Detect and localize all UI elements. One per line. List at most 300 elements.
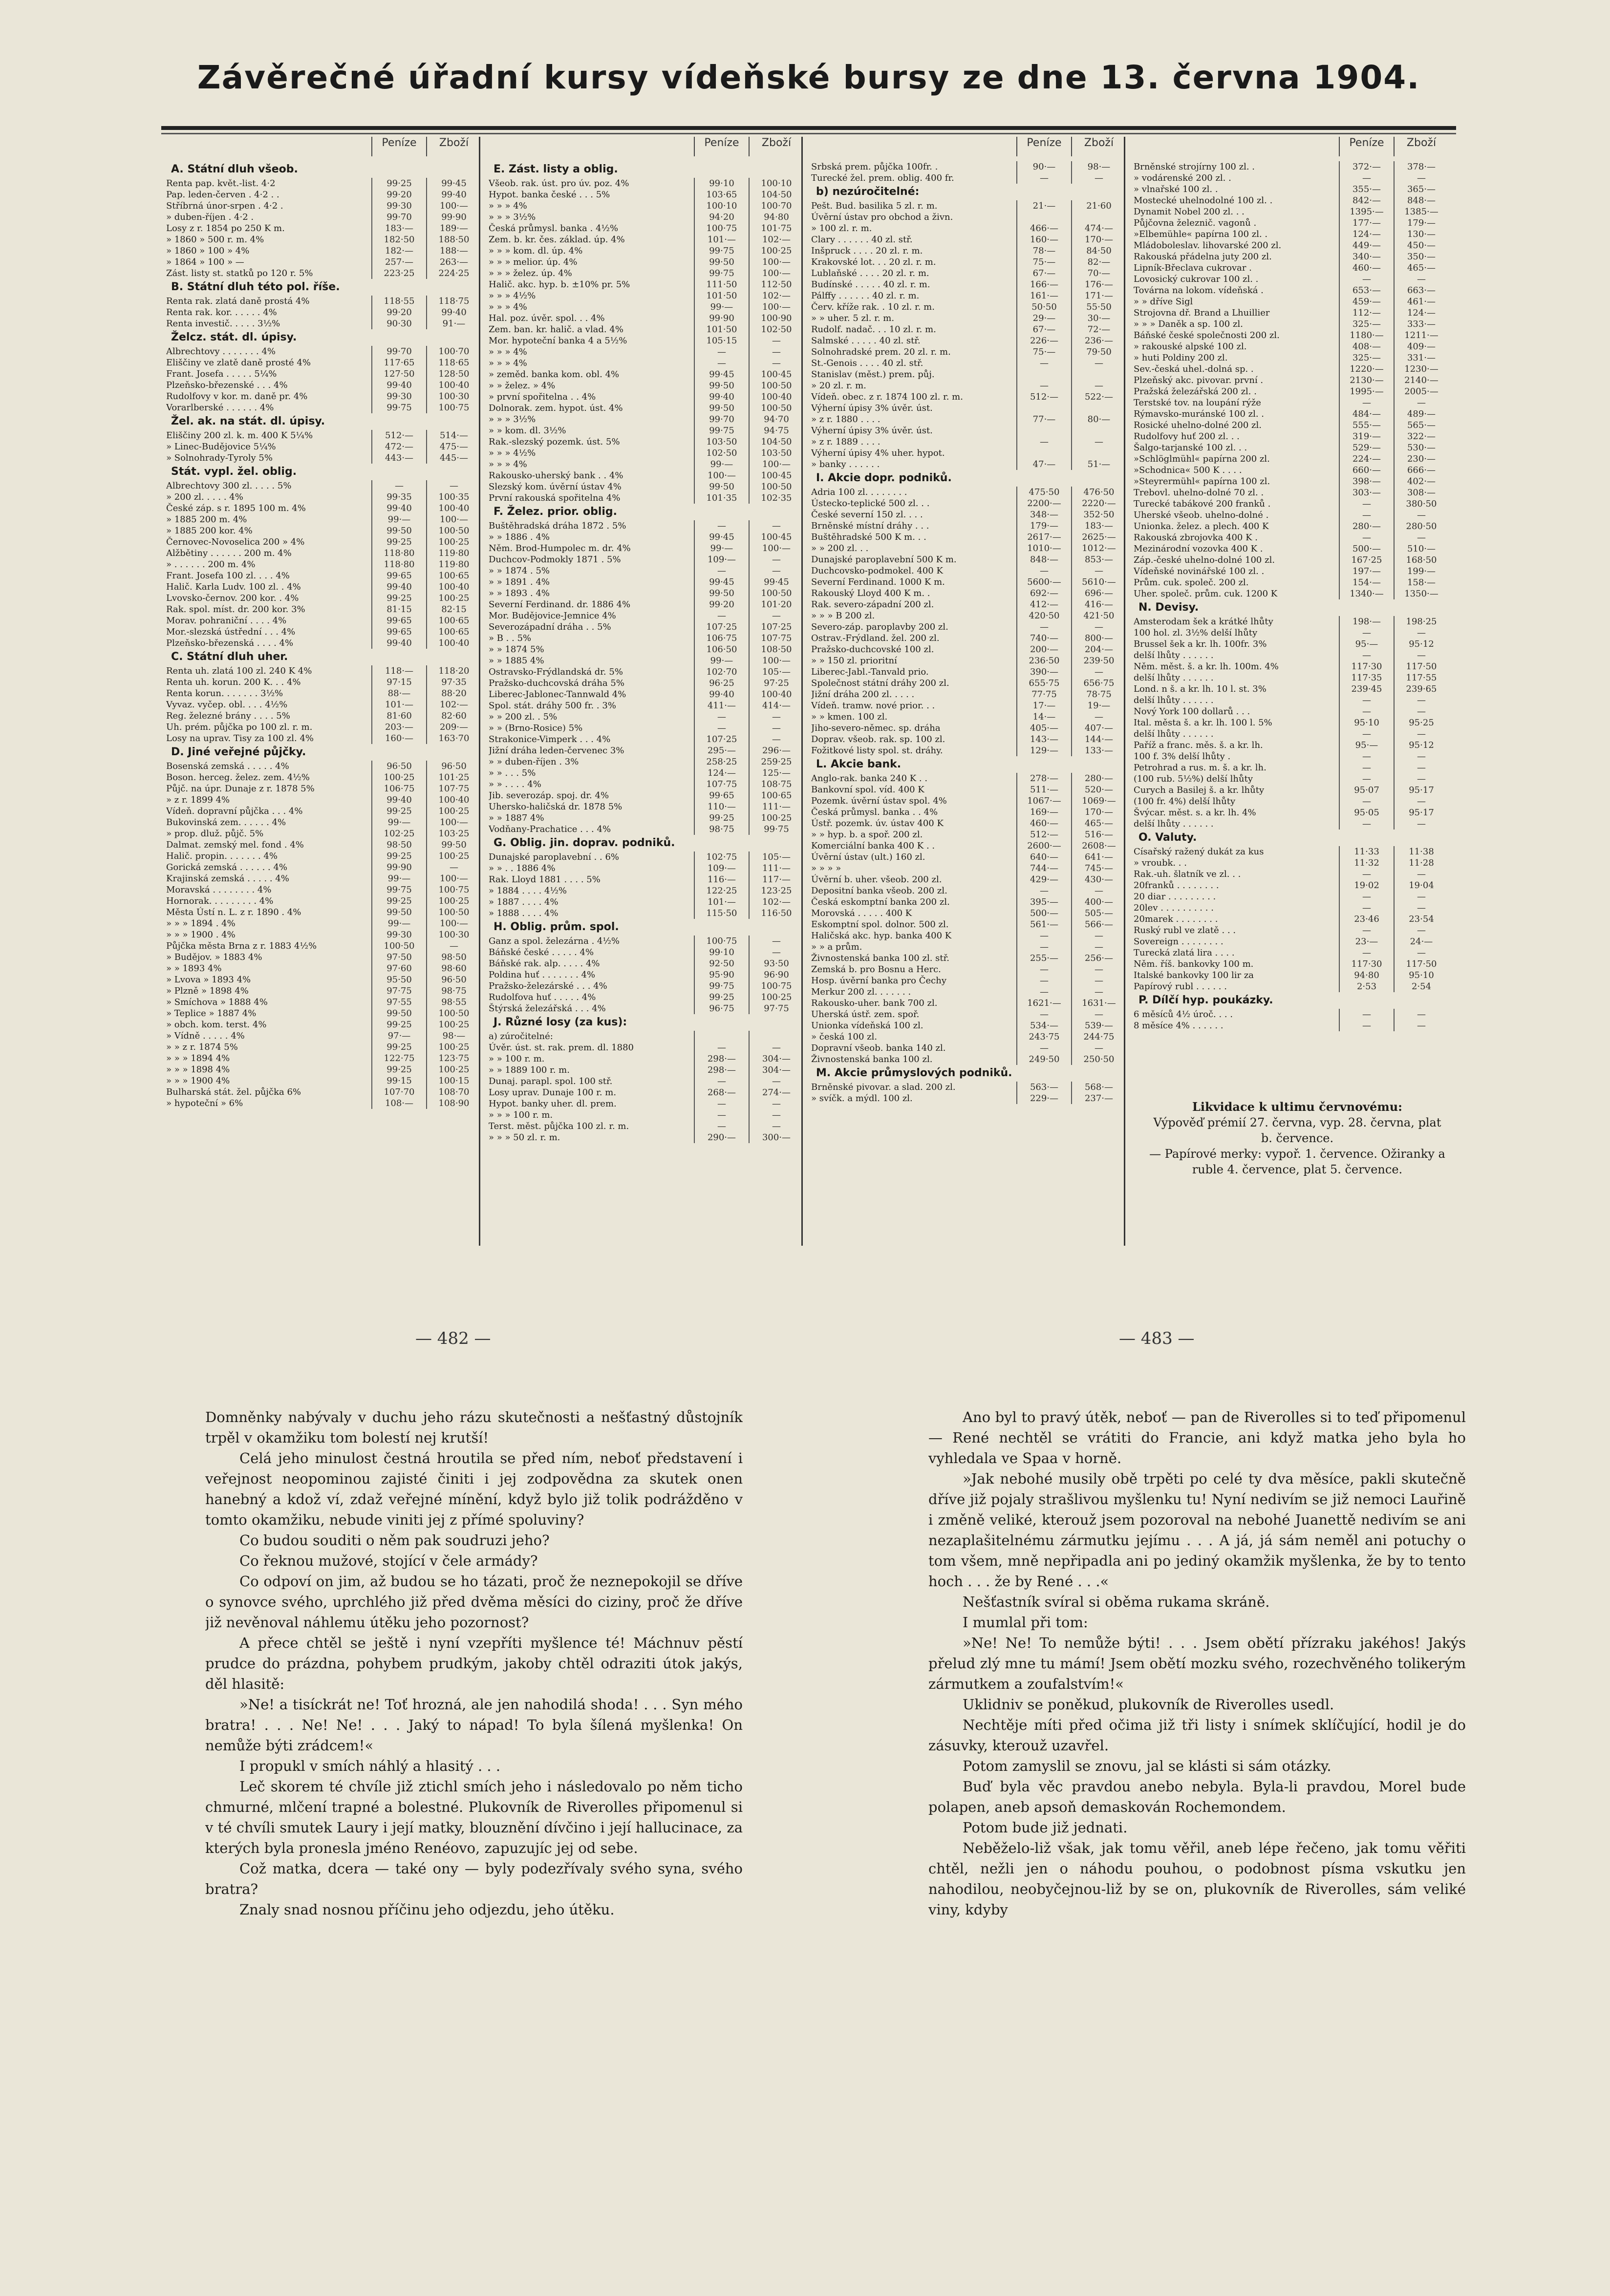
price-money: 118·—	[371, 665, 426, 677]
price-money: 102·75	[694, 851, 749, 863]
price-goods: 2608·—	[1071, 840, 1124, 851]
price-money: 106·75	[694, 633, 749, 644]
price-money: 99·—	[371, 514, 426, 525]
quote-row	[489, 851, 801, 863]
price-money: 534·—	[1016, 1020, 1071, 1031]
security-name: » » z r. 1874 5%	[166, 1042, 238, 1052]
price-goods: 124·—	[1394, 307, 1446, 319]
price-money: —	[694, 711, 749, 723]
price-money: 100·50	[371, 940, 426, 952]
quote-row	[489, 947, 801, 958]
quote-row	[811, 369, 1124, 380]
security-name: Severní Ferdinand. dr. 1886 4%	[489, 599, 631, 610]
price-money: —	[1016, 930, 1071, 941]
price-money: —	[1339, 728, 1394, 740]
quote-row	[166, 699, 479, 710]
price-money: 99·70	[371, 346, 426, 357]
price-goods: —	[1394, 891, 1446, 902]
price-goods: 99·45	[749, 576, 801, 588]
security-name: Červ. kříže rak. . 10 zl. r. m.	[811, 302, 935, 312]
header-money: Peníze	[694, 137, 749, 156]
price-goods: 100·30	[426, 391, 479, 402]
price-money: 67·—	[1016, 324, 1071, 335]
price-goods: 239·50	[1071, 655, 1124, 666]
security-name: Fožitkové listy spol. st. dráhy.	[811, 745, 943, 756]
price-money: 257·—	[371, 256, 426, 268]
price-goods: 256·—	[1071, 953, 1124, 964]
quote-row	[166, 850, 479, 862]
quote-row	[811, 851, 1124, 863]
price-goods: 117·50	[1394, 958, 1446, 970]
quote-row	[811, 745, 1124, 756]
price-money: 555·—	[1339, 420, 1394, 431]
price-goods: 198·25	[1394, 616, 1446, 627]
security-name: Duchcovsko-podmokel. 400 K	[811, 566, 943, 576]
security-name: Eskomptní spol. dolnor. 500 zl.	[811, 919, 949, 930]
price-goods: 100·70	[749, 200, 801, 212]
security-name: » hypoteční » 6%	[166, 1098, 243, 1108]
security-name: Uhersko-haličská dr. 1878 5%	[489, 802, 623, 812]
price-goods: —	[1394, 773, 1446, 785]
price-goods: 445·—	[426, 452, 479, 464]
price-goods: 414·—	[749, 700, 801, 711]
price-goods: 96·50	[426, 974, 479, 985]
page-number-left: — 482 —	[415, 1329, 491, 1348]
price-money: 99·50	[371, 525, 426, 536]
price-money: —	[1016, 975, 1071, 986]
price-goods: 199·—	[1394, 566, 1446, 577]
price-money	[1016, 212, 1071, 223]
quote-row	[166, 1086, 479, 1098]
price-money: 243·75	[1016, 1031, 1071, 1042]
price-goods: —	[1394, 818, 1446, 829]
quote-row	[811, 290, 1124, 301]
security-name: Brněnské strojírny 100 zl. .	[1134, 162, 1255, 172]
quote-row	[811, 818, 1124, 829]
price-goods: —	[1394, 902, 1446, 914]
price-money: 90·—	[1016, 161, 1071, 172]
security-name: » duben-říjen . 4·2 .	[166, 212, 254, 222]
security-name: Rak. spol. míst. dr. 200 kor. 3%	[166, 604, 305, 615]
price-goods: 100·25	[426, 895, 479, 907]
price-goods: —	[1071, 885, 1124, 896]
column-header	[694, 137, 803, 156]
price-money: 116·—	[694, 874, 749, 885]
security-name: » z r. 1889 . . . .	[811, 437, 880, 447]
price-goods: 100·—	[749, 301, 801, 313]
quote-row	[489, 610, 801, 621]
price-money: 75·—	[1016, 346, 1071, 358]
price-money: 99·75	[694, 245, 749, 256]
price-goods: —	[749, 1098, 801, 1109]
quote-row	[489, 565, 801, 576]
quote-row	[166, 839, 479, 850]
price-goods: 333·—	[1394, 319, 1446, 330]
security-name: Ostrav.-Frýdland. žel. 200 zl.	[811, 633, 940, 643]
price-goods: 183·—	[1071, 520, 1124, 531]
quote-row	[489, 1003, 801, 1014]
price-money: —	[1339, 397, 1394, 408]
price-money: 420·50	[1016, 610, 1071, 621]
price-goods: 100·65	[426, 615, 479, 626]
price-money: 101·—	[371, 699, 426, 710]
price-goods: 522·—	[1071, 391, 1124, 403]
price-goods: 1211·—	[1394, 330, 1446, 341]
security-name: » » kmen. 100 zl.	[811, 712, 888, 722]
security-name: Morovská . . . . . 400 K	[811, 908, 912, 918]
security-name: Úvěr. úst. st. rak. prem. dl. 1880	[489, 1042, 634, 1053]
price-goods: 308·—	[1394, 487, 1446, 498]
quote-row	[1134, 498, 1446, 510]
price-goods: —	[749, 947, 801, 958]
price-money: 94·80	[1339, 970, 1394, 981]
quote-row	[811, 358, 1124, 369]
security-name: » z r. 1880 . . . .	[811, 414, 880, 425]
quote-row	[166, 1030, 479, 1042]
price-goods: 23·54	[1394, 914, 1446, 925]
quote-row	[489, 554, 801, 565]
security-name: Krajinská zemská . . . . . 4%	[166, 873, 289, 884]
security-name: » 1885 200 kor. 4%	[166, 526, 253, 536]
price-money: 390·—	[1016, 666, 1071, 678]
paragraph: Neběželo-liž však, jak tomu věřil, aneb lépe řečeno, jak tomu věřiti chtěl, nežli jen o náhodu pouhou, o podobnost písma vskutku jen nahodilou, neobyčejnou-liž by se on, plukovník de Riverolles, sám veliké viny, kdyby	[928, 1840, 1466, 1918]
price-goods: 96·90	[749, 969, 801, 980]
security-name: » » » 4%	[489, 459, 527, 469]
quote-row	[489, 908, 801, 919]
price-goods: 19·—	[1071, 700, 1124, 711]
security-name: Vídeň. dopravní půjčka . . . 4%	[166, 806, 303, 816]
price-goods: 237·—	[1071, 1093, 1124, 1104]
security-name: » huti Poldiny 200 zl.	[1134, 353, 1228, 363]
security-name: » » duben-říjen . 3%	[489, 757, 579, 767]
section-heading: C. Státní dluh uher.	[171, 651, 288, 663]
quote-row	[489, 223, 801, 234]
quote-row	[489, 324, 801, 335]
quotes-body	[1134, 161, 1446, 1241]
security-name: Renta uh. zlatá 100 zl. 240 K 4%	[166, 666, 312, 676]
quote-row	[166, 548, 479, 559]
security-name: Česká průmysl. banka . . 4%	[811, 807, 938, 817]
security-name: Dolnorak. zem. hypot. úst. 4%	[489, 403, 623, 413]
quote-row	[811, 1093, 1124, 1104]
price-money: 411·—	[694, 700, 749, 711]
quote-row	[166, 688, 479, 699]
section-heading: Želcz. stát. dl. úpisy.	[171, 331, 297, 343]
quote-row	[489, 756, 801, 767]
price-goods: 11·28	[1394, 857, 1446, 869]
price-money: 107·25	[694, 621, 749, 633]
price-money: 99·25	[371, 1064, 426, 1075]
quote-row	[811, 588, 1124, 599]
security-name: Renta investič. . . . . 3½%	[166, 319, 280, 329]
paragraph: Ano byl to pravý útěk, neboť — pan de Riverolles si to teď připomenul — René nechtěl se vrátiti do Francie, ani když matka jeho byla ho vyhledala ve Spaa v horně.	[928, 1409, 1466, 1467]
section-heading: F. Želez. prior. oblig.	[494, 506, 617, 518]
paragraph: »Jak nebohé musily obě trpěti po celé ty dva měsíce, pakli skutečně dříve již pojaly strašlivou myšlenku tu! Nyní nedivím se již nemoci Lauřině i změně veliké, kterouž jsem pozoroval na nebohé Juanettě nedivím se ani nezaplašitelnému zármutku jejímu . . . A já, já sám neměl ani potuchy o tom všem, mně nepřipadla ani po jediný okamžik myšlenka, že by to tento hoch . . . že by René . . .«	[928, 1470, 1466, 1590]
price-money: 472·—	[371, 441, 426, 452]
price-goods: 280·—	[1071, 773, 1124, 784]
security-name: První rakouská spořitelna 4%	[489, 493, 621, 503]
quote-row	[166, 963, 479, 974]
security-name: » 1860 » 500 r. m. 4%	[166, 234, 264, 245]
price-money: 348·—	[1016, 509, 1071, 520]
price-goods: 117·—	[749, 874, 801, 885]
price-money: 99·20	[694, 599, 749, 610]
price-money: 11·32	[1339, 857, 1394, 869]
quote-row	[1134, 240, 1446, 251]
security-name: Halič. akc. hyp. b. ±10% pr. 5%	[489, 279, 630, 290]
security-name: Pražsko-duchcovská dráha 5%	[489, 678, 624, 688]
price-money: —	[1339, 869, 1394, 880]
price-goods: 188·50	[426, 234, 479, 245]
quote-row	[1134, 706, 1446, 717]
security-name: » » hyp. b. a spoř. 200 zl.	[811, 829, 923, 840]
quote-row	[1134, 672, 1446, 683]
quote-row	[489, 644, 801, 655]
price-money: 236·50	[1016, 655, 1071, 666]
price-money: 563·—	[1016, 1082, 1071, 1093]
price-money: 17·—	[1016, 700, 1071, 711]
security-name: » » 150 zl. prioritní	[811, 656, 897, 666]
security-name: » » 1891 . 4%	[489, 577, 550, 587]
quote-row	[1134, 638, 1446, 650]
price-goods: 79·50	[1071, 346, 1124, 358]
price-goods: 239·65	[1394, 683, 1446, 695]
quote-row	[166, 268, 479, 279]
security-name: Severní Ferdinand. 1000 K m.	[811, 577, 945, 587]
quote-row	[1134, 627, 1446, 638]
quotes-column-1	[166, 137, 480, 1246]
security-name: Losy z r. 1854 po 250 K m.	[166, 223, 285, 234]
security-name: Renta pap. květ.-list. 4·2	[166, 178, 276, 189]
price-goods: —	[1071, 941, 1124, 953]
price-goods: 118·75	[426, 296, 479, 307]
price-goods: 95·12	[1394, 740, 1446, 751]
security-name: České severní 150 zl. . . .	[811, 510, 923, 520]
price-goods: 224·25	[426, 268, 479, 279]
security-name: Plzeňsko-březenská . . . . 4%	[166, 638, 294, 648]
price-money: 110·—	[694, 801, 749, 812]
section-heading: M. Akcie průmyslových podniků.	[816, 1067, 1012, 1079]
security-name: Vídeňské novinářské 100 zl. .	[1134, 566, 1265, 576]
security-name: Alžbětiny . . . . . . 200 m. 4%	[166, 548, 292, 558]
price-goods: 2220·—	[1071, 498, 1124, 509]
security-name: Něm. říš. bankovky 100 m.	[1134, 959, 1254, 969]
price-money: 90·30	[371, 318, 426, 329]
quote-row	[811, 896, 1124, 908]
price-money: 197·—	[1339, 566, 1394, 577]
price-money: 97·55	[371, 997, 426, 1008]
price-money: 19·02	[1339, 880, 1394, 891]
security-name: Švýcar. měst. s. a kr. lh. 4%	[1134, 808, 1256, 818]
security-name: Moravská . . . . . . . . 4%	[166, 885, 272, 895]
security-name: » » . . . 5%	[489, 768, 536, 778]
price-goods: 95·25	[1394, 717, 1446, 728]
security-name: delší lhůty . . . . . .	[1134, 695, 1214, 705]
security-name: České záp. s r. 1895 100 m. 4%	[166, 503, 306, 513]
quote-row	[489, 470, 801, 481]
price-goods: 179·—	[1394, 217, 1446, 229]
price-goods: —	[749, 734, 801, 745]
security-name: » » 1874 5%	[489, 644, 544, 655]
price-goods: 656·75	[1071, 678, 1124, 689]
quote-row	[166, 862, 479, 873]
quote-row	[1134, 695, 1446, 706]
security-name: Komerciální banka 400 K . .	[811, 841, 935, 851]
price-money: 2200·—	[1016, 498, 1071, 509]
security-name: Česká průmysl. banka . 4½%	[489, 223, 619, 234]
price-money: —	[1016, 565, 1071, 576]
quote-row	[1134, 650, 1446, 661]
price-goods: 163·70	[426, 733, 479, 744]
security-name: Rudolfovy huť 200 zl. . .	[1134, 431, 1240, 442]
quote-row	[489, 1064, 801, 1076]
price-money: 129·—	[1016, 745, 1071, 756]
security-name: 20franků . . . . . . . .	[1134, 880, 1219, 891]
quote-row	[489, 1031, 801, 1042]
price-money: 99·50	[694, 588, 749, 599]
security-name: Haličská akc. hyp. banka 400 K	[811, 931, 952, 941]
price-money: 842·—	[1339, 195, 1394, 206]
price-money: 99·65	[371, 626, 426, 638]
price-money: 99·50	[371, 1008, 426, 1019]
price-money	[1016, 425, 1071, 436]
price-goods: 100·—	[426, 918, 479, 929]
price-money: —	[694, 610, 749, 621]
price-goods: 99·40	[426, 189, 479, 200]
paragraph: Leč skorem té chvíle již ztichl smích jeho i následovalo po něm ticho chmurné, mlčení trapné a bolestné. Plukovník de Riverolles připomenul si v té chvíli smutek Laury i její matky, blouznění dívčino i její hallucinace, za kterých byla pronesla jméno Renéovo, zapuzujíc jej od sebe.	[205, 1778, 743, 1856]
price-goods: 100·50	[426, 1008, 479, 1019]
price-goods: 95·10	[1394, 970, 1446, 981]
security-name: Hypot. banky uher. dl. prem.	[489, 1099, 617, 1109]
security-name: Brněnské místní dráhy . . .	[811, 521, 929, 531]
price-goods: 30·—	[1071, 313, 1124, 324]
price-goods: 304·—	[749, 1064, 801, 1076]
quote-row	[811, 268, 1124, 279]
security-name: » » » 50 zl. r. m.	[489, 1132, 560, 1143]
price-money: 100·—	[694, 470, 749, 481]
price-money: 154·—	[1339, 577, 1394, 588]
price-goods: 250·50	[1071, 1054, 1124, 1065]
price-goods: 100·—	[426, 514, 479, 525]
quote-row	[166, 200, 479, 212]
security-name: Eliščiny ve zlatě daně prosté 4%	[166, 358, 311, 368]
security-name: Krakovské lot. . . 20 zl. r. m.	[811, 257, 936, 267]
price-money: 692·—	[1016, 588, 1071, 599]
price-goods: 118·20	[426, 665, 479, 677]
price-money: 99·25	[694, 812, 749, 824]
quote-row	[489, 369, 801, 380]
quote-row	[811, 391, 1124, 403]
quote-row	[811, 161, 1124, 172]
security-name: Rýmavsko-muránské 100 zl. .	[1134, 409, 1265, 419]
quote-row	[489, 1098, 801, 1109]
price-money: 2·53	[1339, 981, 1394, 992]
security-name: Jižní dráha leden-červenec 3%	[489, 745, 624, 756]
quote-row	[1134, 773, 1446, 785]
price-goods: 123·25	[749, 885, 801, 896]
quote-row	[1134, 925, 1446, 936]
price-money: 101·—	[694, 896, 749, 908]
price-money: 94·20	[694, 212, 749, 223]
price-goods: 100·40	[426, 638, 479, 649]
price-goods: 95·17	[1394, 807, 1446, 818]
price-money: 99·10	[694, 178, 749, 189]
price-goods: —	[1071, 172, 1124, 184]
quote-row	[166, 918, 479, 929]
quote-row	[811, 599, 1124, 610]
security-name: Hypot. banka české . . . 5%	[489, 190, 610, 200]
quote-row	[489, 935, 801, 947]
quote-row	[489, 599, 801, 610]
security-name: Mostecké uhelnodolné 100 zl. .	[1134, 195, 1273, 206]
security-name: Paříž a franc. měs. š. a kr. lh.	[1134, 740, 1263, 750]
price-goods: 263·—	[426, 256, 479, 268]
quote-row	[166, 525, 479, 536]
security-name: » » » 3½%	[489, 212, 536, 222]
price-money: —	[1016, 172, 1071, 184]
price-money: 117·30	[1339, 661, 1394, 672]
price-money: 325·—	[1339, 352, 1394, 363]
price-money: 1340·—	[1339, 588, 1394, 599]
security-name: » první spořitelna . . 4%	[489, 392, 596, 402]
quote-row	[489, 992, 801, 1003]
security-name: Srbská prem. půjčka 100fr. .	[811, 162, 938, 172]
price-money: —	[694, 346, 749, 358]
price-money: 166·—	[1016, 279, 1071, 290]
price-goods	[1071, 425, 1124, 436]
price-money: 14·—	[1016, 711, 1071, 723]
security-name: Lipník-Břeclava cukrovar .	[1134, 263, 1252, 273]
price-money: 99·40	[694, 689, 749, 700]
price-money: 655·75	[1016, 678, 1071, 689]
price-money: 405·—	[1016, 723, 1071, 734]
price-goods: 402·—	[1394, 476, 1446, 487]
paragraph: Potom bude již jednati.	[963, 1819, 1128, 1836]
price-goods: 91·—	[426, 318, 479, 329]
price-goods: —	[749, 520, 801, 531]
security-name: » » » 4½%	[489, 291, 536, 301]
quote-row	[166, 1042, 479, 1053]
price-money: 124·—	[694, 767, 749, 779]
price-goods: 102·35	[749, 492, 801, 504]
price-money: 355·—	[1339, 184, 1394, 195]
price-goods: 82·—	[1071, 256, 1124, 268]
security-name: Rak. Lloyd 1881 . . . . 5%	[489, 874, 601, 885]
security-name: delší lhůty . . . . . .	[1134, 650, 1214, 660]
price-money: 99·45	[694, 576, 749, 588]
price-money: 102·50	[694, 447, 749, 459]
quote-row	[489, 268, 801, 279]
security-name: Rudolfovy v kor. m. daně pr. 4%	[166, 391, 308, 402]
price-money: 99·25	[371, 1042, 426, 1053]
quote-row	[489, 234, 801, 245]
security-name: » z r. 1899 4%	[166, 795, 230, 805]
price-goods: 100·50	[426, 907, 479, 918]
price-goods: 204·—	[1071, 644, 1124, 655]
price-money: 95·—	[1339, 638, 1394, 650]
quote-row	[811, 666, 1124, 678]
article-text-left	[205, 1407, 743, 2267]
price-goods: 97·75	[749, 1003, 801, 1014]
quote-row	[489, 1076, 801, 1087]
price-goods: 95·12	[1394, 638, 1446, 650]
security-name: » 1887 . . . . 4%	[489, 897, 558, 907]
security-name: Ústecko-teplické 500 zl. . .	[811, 498, 930, 509]
security-name: Výherní úpisy 4% uher. hypot.	[811, 448, 945, 458]
security-name: » B . . 5%	[489, 633, 532, 643]
price-money: 1067·—	[1016, 795, 1071, 807]
quote-row	[1134, 958, 1446, 970]
